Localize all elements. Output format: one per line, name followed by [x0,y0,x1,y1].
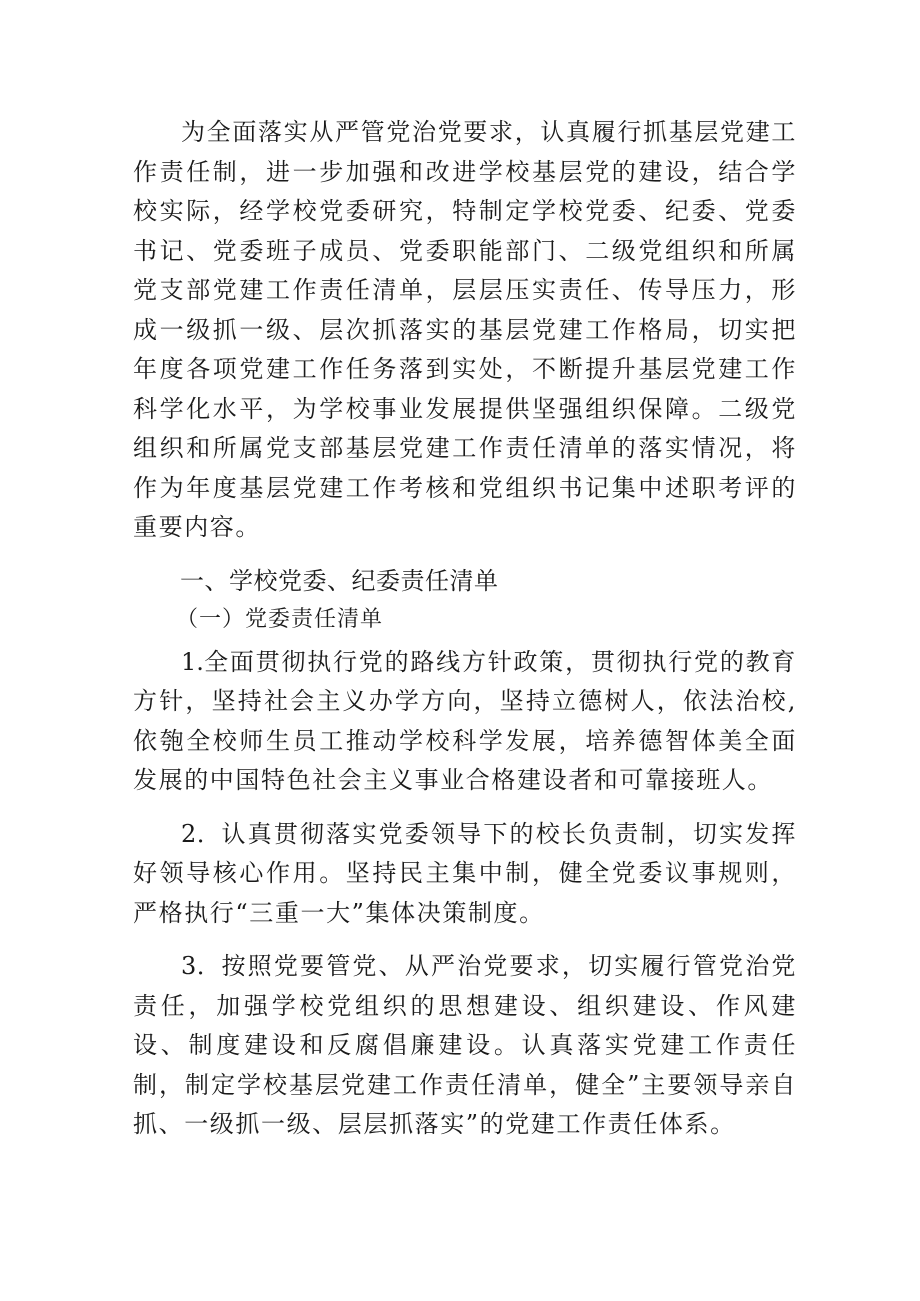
item-number: 1. [181,647,204,676]
item-number: 3． [181,952,222,980]
item-text: 全面贯彻执行党的路线方针政策，贯彻执行党的教育方针，坚持社会主义办学方向，坚持立德树人，依法治校,依匏全校师生员工推动学校科学发展，培养德智体美全面发展的中国特色社会主义事业合格建设者和可靠接班人。 [133,647,797,794]
item-text: 认真贯彻落实党委领导下的校长负责制，切实发挥好领导核心作用。坚持民主集中制，健全党委议事规则，严格执行“三重一大”集体决策制度。 [133,819,797,927]
subsection-heading: （一）党委责任清单 [176,606,384,632]
section-heading: 一、学校党委、纪委责任清单 [180,566,499,595]
document-body [133,113,797,1159]
intro-paragraph: 为全面落实从严管党治党要求，认真履行抓基层党建工作责任制，进一步加强和改进学校基层党的建设，结合学校实际，经学校党委研究，特制定学校党委、纪委、党委书记、党委班子成员、党委职能部门、二级党组织和所属党支部党建工作责任清单，层层压实责任、传导压力，形成一级抓一级、层次抓落实的基层党建工作格局，切实把年度各项党建工作任务落到实处，不断提升基层党建工作科学化水平，为学校事业发展提供坚强组织保障。二级党组织和所属党支部基层党建工作责任清单的落实情况，将作为年度基层党建工作考核和党组织书记集中述职考评的重要内容。 [133,118,797,541]
item-number: 2． [181,819,222,848]
list-item [133,815,797,934]
item-text: 按照党要管党、从严治党要求，切实履行管党治党责任，加强学校党组织的思想建设、组织建设、作风建设、制度建设和反腐倡廉建设。认真落实党建工作责任制，制定学校基层党建工作责任清单，健全”主要领导亲自抓、一级抓一级、层层抓落实”的党建工作责任体系。 [133,952,797,1138]
list-item [133,947,797,1145]
list-item [133,643,797,801]
